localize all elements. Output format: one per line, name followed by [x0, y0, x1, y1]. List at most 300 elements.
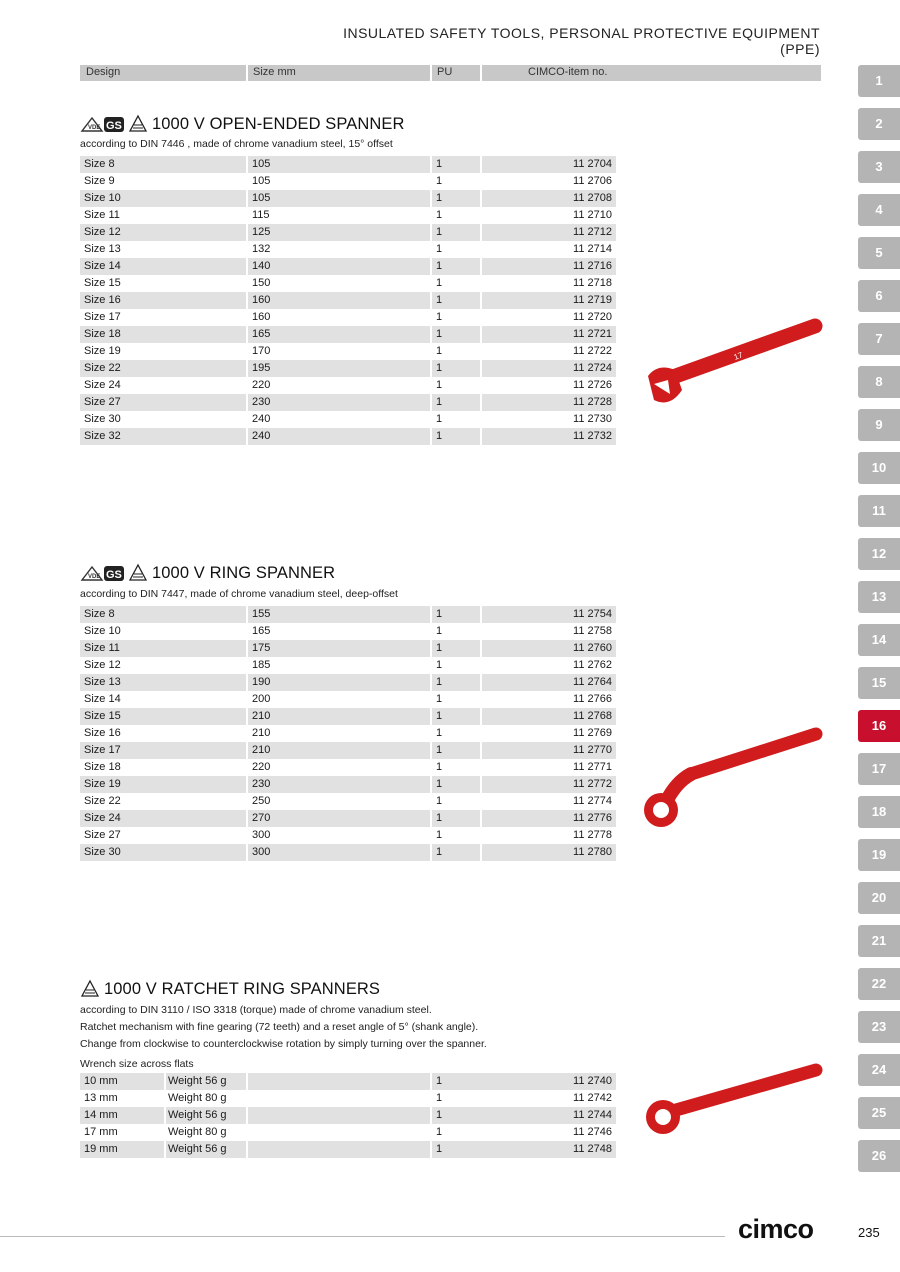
column-separator	[480, 844, 482, 861]
column-separator	[246, 606, 248, 623]
chapter-tab-14[interactable]: 14	[858, 624, 900, 656]
cell-pu: 1	[436, 1092, 443, 1104]
cell-weight: Weight 56 g	[168, 1075, 227, 1087]
column-separator	[430, 190, 432, 207]
cell-pu: 1	[436, 226, 443, 238]
table-row	[80, 360, 616, 377]
column-separator	[246, 776, 248, 793]
table-row	[80, 1124, 616, 1141]
chapter-tab-12[interactable]: 12	[858, 538, 900, 570]
table-row	[80, 844, 616, 861]
column-separator	[480, 674, 482, 691]
cell-size-mm: 185	[252, 659, 271, 671]
column-separator	[246, 258, 248, 275]
chapter-tab-20[interactable]: 20	[858, 882, 900, 914]
column-separator	[246, 1073, 248, 1090]
column-separator	[246, 241, 248, 258]
cell-item-number: 11 2732	[573, 430, 612, 442]
table-row	[80, 309, 616, 326]
svg-text:GS: GS	[106, 120, 122, 132]
chapter-tab-18[interactable]: 18	[858, 796, 900, 828]
column-separator	[430, 844, 432, 861]
cell-pu: 1	[436, 693, 443, 705]
table-row	[80, 742, 616, 759]
column-separator	[480, 742, 482, 759]
cell-design: Size 17	[84, 744, 121, 756]
cell-item-number: 11 2712	[573, 226, 612, 238]
open-ended-table	[80, 156, 616, 445]
cell-design: Size 32	[84, 430, 121, 442]
cell-size-mm: 155	[252, 608, 271, 620]
column-separator	[246, 725, 248, 742]
cell-size-mm: 250	[252, 795, 271, 807]
cell-design: Size 9	[84, 175, 115, 187]
cell-weight: Weight 80 g	[168, 1126, 227, 1138]
column-separator	[430, 411, 432, 428]
table-row	[80, 411, 616, 428]
cell-design: Size 16	[84, 294, 121, 306]
column-separator	[246, 640, 248, 657]
cell-size-mm: 165	[252, 625, 271, 637]
table-row	[80, 1107, 616, 1124]
cell-pu: 1	[436, 175, 443, 187]
cell-size-mm: 230	[252, 778, 271, 790]
column-separator	[430, 394, 432, 411]
column-separator	[480, 428, 482, 445]
column-separator	[480, 207, 482, 224]
section-title-open-ended	[80, 114, 405, 134]
cell-size-mm: 195	[252, 362, 271, 374]
column-separator	[480, 360, 482, 377]
column-separator	[430, 428, 432, 445]
table-row	[80, 1090, 616, 1107]
chapter-tab-1[interactable]: 1	[858, 65, 900, 97]
table-row	[80, 394, 616, 411]
table-row	[80, 207, 616, 224]
cell-item-number: 11 2748	[573, 1143, 612, 1155]
table-row	[80, 428, 616, 445]
cell-pu: 1	[436, 795, 443, 807]
cell-item-number: 11 2706	[573, 175, 612, 187]
column-separator	[246, 674, 248, 691]
table-row	[80, 258, 616, 275]
column-separator	[430, 173, 432, 190]
cell-design: Size 18	[84, 328, 121, 340]
cell-item-number: 11 2719	[573, 294, 612, 306]
section-title-ratchet	[80, 979, 380, 999]
cell-pu: 1	[436, 1109, 443, 1121]
column-separator	[246, 844, 248, 861]
column-separator	[430, 810, 432, 827]
cell-design: Size 10	[84, 625, 121, 637]
column-separator	[430, 606, 432, 623]
column-separator	[480, 394, 482, 411]
chapter-tab-25[interactable]: 25	[858, 1097, 900, 1129]
cell-size-mm: 160	[252, 294, 271, 306]
column-separator	[430, 1073, 432, 1090]
cell-item-number: 11 2778	[573, 829, 612, 841]
cell-size-mm: 220	[252, 379, 271, 391]
table-row	[80, 326, 616, 343]
cell-design: Size 30	[84, 846, 121, 858]
column-separator	[480, 776, 482, 793]
cell-item-number: 11 2780	[573, 846, 612, 858]
chapter-tab-8[interactable]: 8	[858, 366, 900, 398]
cell-pu: 1	[436, 192, 443, 204]
header-design: Design	[86, 66, 121, 78]
column-separator	[480, 173, 482, 190]
header-pu: PU	[437, 66, 453, 78]
ratchet-table	[80, 1073, 616, 1158]
cell-size-mm: 175	[252, 642, 271, 654]
description-line: according to DIN 3110 / ISO 3318 (torque) made of chrome vanadium steel.	[80, 1004, 432, 1016]
cell-item-number: 11 2708	[573, 192, 612, 204]
page-number: 235	[858, 1225, 880, 1240]
chapter-tab-21[interactable]: 21	[858, 925, 900, 957]
cell-size-mm: 132	[252, 243, 271, 255]
cell-item-number: 11 2762	[573, 659, 612, 671]
column-separator	[246, 1090, 248, 1107]
footer-divider	[0, 1236, 725, 1237]
column-separator	[246, 292, 248, 309]
column-separator	[480, 377, 482, 394]
column-separator	[430, 640, 432, 657]
cell-item-number: 11 2754	[573, 608, 612, 620]
column-separator	[246, 428, 248, 445]
table-header	[80, 65, 821, 81]
cell-item-number: 11 2772	[573, 778, 612, 790]
column-separator	[430, 691, 432, 708]
insulated-triangle-icon	[128, 114, 148, 134]
cell-pu: 1	[436, 727, 443, 739]
cell-pu: 1	[436, 710, 443, 722]
column-separator	[164, 1107, 166, 1124]
column-separator	[430, 326, 432, 343]
chapter-tab-10[interactable]: 10	[858, 452, 900, 484]
cell-item-number: 11 2722	[573, 345, 612, 357]
chapter-tab-6[interactable]: 6	[858, 280, 900, 312]
svg-text:VDE: VDE	[88, 125, 101, 131]
cell-design: Size 22	[84, 795, 121, 807]
column-separator	[430, 1141, 432, 1158]
cell-design: Size 19	[84, 345, 121, 357]
column-separator	[246, 326, 248, 343]
chapter-tab-15[interactable]: 15	[858, 667, 900, 699]
column-separator	[480, 640, 482, 657]
column-separator	[480, 623, 482, 640]
cell-design: Size 13	[84, 243, 121, 255]
table-row	[80, 606, 616, 623]
chapter-tab-11[interactable]: 11	[858, 495, 900, 527]
cell-wrench-size: 14 mm	[84, 1109, 118, 1121]
column-separator	[430, 343, 432, 360]
cell-pu: 1	[436, 829, 443, 841]
column-separator	[430, 1090, 432, 1107]
column-separator	[430, 793, 432, 810]
cell-item-number: 11 2726	[573, 379, 612, 391]
svg-text:GS: GS	[106, 569, 122, 581]
column-separator	[480, 275, 482, 292]
table-row	[80, 173, 616, 190]
cell-pu: 1	[436, 1143, 443, 1155]
column-separator	[480, 292, 482, 309]
column-separator	[246, 309, 248, 326]
cell-design: Size 8	[84, 158, 115, 170]
table-row	[80, 1073, 616, 1090]
chapter-tab-13[interactable]: 13	[858, 581, 900, 613]
cell-item-number: 11 2724	[573, 362, 612, 374]
cell-pu: 1	[436, 362, 443, 374]
section-title-ring	[80, 563, 335, 583]
cell-item-number: 11 2720	[573, 311, 612, 323]
cell-pu: 1	[436, 158, 443, 170]
cell-pu: 1	[436, 846, 443, 858]
svg-text:17: 17	[732, 350, 745, 362]
column-separator	[430, 377, 432, 394]
column-separator	[430, 1124, 432, 1141]
column-separator	[480, 241, 482, 258]
table-row	[80, 292, 616, 309]
cell-pu: 1	[436, 608, 443, 620]
column-separator	[480, 725, 482, 742]
cell-item-number: 11 2718	[573, 277, 612, 289]
chapter-tab-9[interactable]: 9	[858, 409, 900, 441]
table-row	[80, 377, 616, 394]
insulated-triangle-icon	[128, 563, 148, 583]
cell-size-mm: 210	[252, 727, 271, 739]
cell-item-number: 11 2776	[573, 812, 612, 824]
cell-size-mm: 300	[252, 846, 271, 858]
chapter-tab-26[interactable]: 26	[858, 1140, 900, 1172]
cell-pu: 1	[436, 260, 443, 272]
column-separator	[480, 309, 482, 326]
cell-pu: 1	[436, 659, 443, 671]
cell-size-mm: 160	[252, 311, 271, 323]
column-separator	[164, 1141, 166, 1158]
column-separator	[430, 241, 432, 258]
chapter-tab-23[interactable]: 23	[858, 1011, 900, 1043]
cell-design: Size 11	[84, 642, 120, 654]
column-separator	[246, 156, 248, 173]
cell-weight: Weight 56 g	[168, 1109, 227, 1121]
column-separator	[430, 258, 432, 275]
column-separator	[164, 1073, 166, 1090]
column-separator	[246, 190, 248, 207]
cell-pu: 1	[436, 328, 443, 340]
cell-item-number: 11 2766	[573, 693, 612, 705]
column-separator	[430, 776, 432, 793]
vde-gs-mark-icon	[80, 114, 126, 134]
chapter-tab-2[interactable]: 2	[858, 108, 900, 140]
cell-pu: 1	[436, 294, 443, 306]
column-separator	[430, 657, 432, 674]
cell-item-number: 11 2714	[573, 243, 612, 255]
column-separator	[430, 708, 432, 725]
cell-design: Size 17	[84, 311, 121, 323]
cell-design: Size 12	[84, 659, 121, 671]
cell-pu: 1	[436, 676, 443, 688]
vde-gs-mark-icon	[80, 563, 126, 583]
column-separator	[246, 173, 248, 190]
ratchet-spanner-image	[636, 1060, 826, 1140]
column-separator	[480, 326, 482, 343]
cell-design: Size 19	[84, 778, 121, 790]
cell-design: Size 18	[84, 761, 121, 773]
column-separator	[480, 224, 482, 241]
cell-weight: Weight 80 g	[168, 1092, 227, 1104]
table-row	[80, 190, 616, 207]
cell-pu: 1	[436, 311, 443, 323]
column-separator	[430, 292, 432, 309]
cell-design: Size 27	[84, 396, 121, 408]
column-separator	[246, 224, 248, 241]
column-separator	[480, 793, 482, 810]
column-separator	[246, 394, 248, 411]
table-row	[80, 810, 616, 827]
cell-item-number: 11 2758	[573, 625, 612, 637]
column-separator	[246, 742, 248, 759]
column-separator	[246, 360, 248, 377]
column-separator	[246, 657, 248, 674]
table-row	[80, 691, 616, 708]
table-row	[80, 657, 616, 674]
chapter-tab-19[interactable]: 19	[858, 839, 900, 871]
cell-size-mm: 300	[252, 829, 271, 841]
cell-wrench-size: 13 mm	[84, 1092, 118, 1104]
chapter-tab-24[interactable]: 24	[858, 1054, 900, 1086]
cell-pu: 1	[436, 243, 443, 255]
cell-item-number: 11 2760	[573, 642, 612, 654]
table-row	[80, 776, 616, 793]
cell-pu: 1	[436, 642, 443, 654]
chapter-tab-17[interactable]: 17	[858, 753, 900, 785]
cell-design: Size 14	[84, 260, 121, 272]
svg-text:VDE: VDE	[88, 574, 101, 580]
column-separator	[430, 674, 432, 691]
cell-wrench-size: 17 mm	[84, 1126, 118, 1138]
section-title-text: 1000 V OPEN-ENDED SPANNER	[152, 114, 405, 133]
column-separator	[480, 156, 482, 173]
column-separator	[480, 190, 482, 207]
brand-logo: cimco	[738, 1214, 814, 1244]
section-description: according to DIN 7447, made of chrome vanadium steel, deep-offset	[80, 588, 398, 600]
cell-size-mm: 170	[252, 345, 271, 357]
cell-design: Size 24	[84, 812, 121, 824]
chapter-tab-7[interactable]: 7	[858, 323, 900, 355]
cell-pu: 1	[436, 625, 443, 637]
cell-pu: 1	[436, 396, 443, 408]
section-title-text: 1000 V RATCHET RING SPANNERS	[104, 979, 381, 998]
cell-design: Size 30	[84, 413, 121, 425]
chapter-tab-4[interactable]: 4	[858, 194, 900, 226]
column-separator	[480, 708, 482, 725]
column-separator	[164, 1090, 166, 1107]
column-separator	[246, 1141, 248, 1158]
chapter-tab-16[interactable]: 16	[858, 710, 900, 742]
column-separator	[246, 810, 248, 827]
cell-design: Size 10	[84, 192, 121, 204]
column-separator	[430, 1107, 432, 1124]
column-separator	[430, 156, 432, 173]
cell-item-number: 11 2710	[573, 209, 612, 221]
column-separator	[430, 207, 432, 224]
column-separator	[246, 623, 248, 640]
cell-size-mm: 200	[252, 693, 271, 705]
cell-design: Size 15	[84, 710, 121, 722]
cell-pu: 1	[436, 277, 443, 289]
cell-item-number: 11 2721	[573, 328, 612, 340]
cell-wrench-size: 10 mm	[84, 1075, 118, 1087]
cell-size-mm: 165	[252, 328, 271, 340]
cell-design: Size 22	[84, 362, 121, 374]
column-separator	[164, 1124, 166, 1141]
column-separator	[246, 691, 248, 708]
cell-pu: 1	[436, 778, 443, 790]
chapter-tab-5[interactable]: 5	[858, 237, 900, 269]
insulated-triangle-icon	[80, 979, 100, 999]
cell-design: Size 15	[84, 277, 121, 289]
cell-size-mm: 210	[252, 710, 271, 722]
column-separator	[430, 827, 432, 844]
cell-size-mm: 270	[252, 812, 271, 824]
chapter-tab-22[interactable]: 22	[858, 968, 900, 1000]
table-row	[80, 224, 616, 241]
cell-size-mm: 115	[252, 209, 270, 221]
column-separator	[430, 742, 432, 759]
cell-design: Size 13	[84, 676, 121, 688]
column-separator	[480, 759, 482, 776]
column-separator	[246, 793, 248, 810]
table-row	[80, 623, 616, 640]
chapter-tab-3[interactable]: 3	[858, 151, 900, 183]
cell-item-number: 11 2771	[573, 761, 612, 773]
section-description	[80, 1002, 487, 1053]
table-row	[80, 275, 616, 292]
cell-size-mm: 240	[252, 430, 271, 442]
column-separator	[480, 258, 482, 275]
cell-pu: 1	[436, 812, 443, 824]
cell-item-number: 11 2730	[573, 413, 612, 425]
column-separator	[246, 708, 248, 725]
column-separator	[246, 343, 248, 360]
cell-size-mm: 230	[252, 396, 271, 408]
cell-item-number: 11 2764	[573, 676, 612, 688]
cell-size-mm: 140	[252, 260, 271, 272]
cell-size-mm: 125	[252, 226, 271, 238]
cell-pu: 1	[436, 1075, 443, 1087]
column-separator	[480, 411, 482, 428]
column-separator	[430, 725, 432, 742]
cell-item-number: 11 2742	[573, 1092, 612, 1104]
cell-weight: Weight 56 g	[168, 1143, 227, 1155]
cell-pu: 1	[436, 1126, 443, 1138]
table-row	[80, 708, 616, 725]
cell-design: Size 11	[84, 209, 120, 221]
cell-item-number: 11 2746	[573, 1126, 612, 1138]
open-ended-spanner-image	[640, 318, 830, 418]
cell-item-number: 11 2768	[573, 710, 612, 722]
description-line: Change from clockwise to counterclockwise rotation by simply turning over the spanner.	[80, 1038, 487, 1050]
page-title: INSULATED SAFETY TOOLS, PERSONAL PROTECTIVE EQUIPMENT (PPE)	[343, 25, 820, 57]
column-separator	[430, 623, 432, 640]
column-separator	[480, 657, 482, 674]
table-row	[80, 674, 616, 691]
table-row	[80, 241, 616, 258]
cell-design: Size 8	[84, 608, 115, 620]
cell-item-number: 11 2740	[573, 1075, 612, 1087]
ring-spanner-image	[636, 722, 826, 832]
cell-pu: 1	[436, 379, 443, 391]
